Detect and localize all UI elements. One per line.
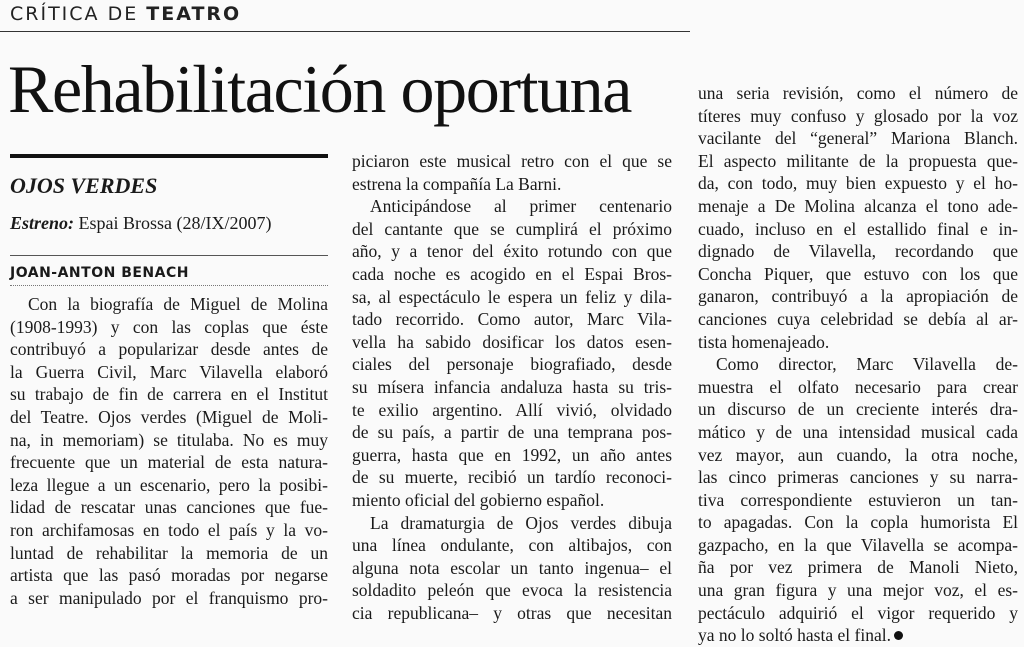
author-byline: JOAN-ANTON BENACH <box>10 265 189 281</box>
article-line: tiva correspondiente estuvieron un tan- <box>698 489 1018 510</box>
article-line: guerra, hasta que en 1992, un año antes <box>352 444 672 465</box>
article-line: las cinco primeras canciones y su narra- <box>698 467 1018 488</box>
article-line: del cantante que se cumplirá el próximo <box>352 218 672 239</box>
article-line: un discurso de un creciente interés dra- <box>698 399 1018 420</box>
article-line: del Teatre. Ojos verdes (Miguel de Moli- <box>10 406 328 427</box>
article-line: estrena la compañía La Barni. <box>352 173 562 194</box>
article-line: ña por vez primera de Manoli Nieto, <box>698 557 1018 578</box>
article-line: vella ha sabido dosificar los datos esen- <box>352 331 672 352</box>
article-line: cuado, incluso en el estallido final e in- <box>698 218 1018 239</box>
article-line: piciaron este musical retro con el que se <box>352 151 672 171</box>
article-line: año, y a tenor del éxito rotundo con que <box>352 241 672 262</box>
article-line: ron archifamosas en todo el país y la vo- <box>10 519 328 540</box>
article-line: contribuyó a popularizar desde antes de <box>10 339 328 360</box>
article-line: vacilante del “general” Mariona Blanch. <box>698 128 1018 149</box>
article-line: muestra el olfato necesario para crear <box>698 376 1018 397</box>
article-line: gazpacho, en la que Vilavella se acompa- <box>698 534 1018 555</box>
article-line: ganaron, contribuyó a la apropiación de <box>698 286 1018 307</box>
article-line: la Guerra Civil, Marc Vilavella elaboró <box>10 361 328 382</box>
article-line: una gran figura y una mejor voz, el es- <box>698 580 1018 601</box>
premiere-line <box>10 211 272 235</box>
article-line: Con la biografía de Miguel de Molina <box>28 294 328 314</box>
article-line: to apagadas. Con la copla humorista El <box>698 512 1018 533</box>
article-line: Concha Piquer, que estuvo con los que <box>698 263 1018 284</box>
thin-rule <box>10 255 328 256</box>
article-line: te exilio argentino. Allí vivió, olvidado <box>352 399 672 420</box>
article-line: dignado de Vilavella, recordando que <box>698 241 1018 262</box>
article-line: na, in memoriam) se titulaba. No es muy <box>10 429 328 450</box>
article-line: soldadito peleón que evoca la resistencia <box>352 580 672 601</box>
article-line: su mísera infancia andaluza hasta su tris- <box>352 376 672 397</box>
article-line: miento oficial del gobierno español. <box>352 489 605 510</box>
article-line: El aspecto militante de la propuesta que- <box>698 150 1018 171</box>
article-line: menaje a De Molina alcanza el tono ade- <box>698 195 1018 216</box>
article-line: su trabajo de fin de carrera en el Institut <box>10 384 328 405</box>
article-line: ciales del personaje biografiado, desde <box>352 354 672 375</box>
article-line: cada noche es acogido en el Espai Bros- <box>352 263 672 284</box>
article-line: títeres muy confuso y glosado por la voz <box>698 105 1018 126</box>
article-line: ya no lo soltó hasta el final. <box>698 624 1018 647</box>
article-line: una línea ondulante, con altibajos, con <box>352 535 672 556</box>
article-column-2 <box>352 150 672 624</box>
article-line: frecuente que un material de esta natura- <box>10 452 328 473</box>
article-line: sa, al espectáculo le espera un feliz y dila- <box>352 286 672 307</box>
article-line: una seria revisión, como el número de <box>698 83 1018 103</box>
article-line: canciones cuya celebridad se debía al ar- <box>698 308 1018 329</box>
article-line: La dramaturgia de Ojos verdes dibuja <box>370 512 672 533</box>
article-line: Anticipándose al primer centenario <box>370 196 672 217</box>
dotted-rule <box>10 285 328 286</box>
article-line: luntad de rehabilitar la memoria de un <box>10 542 328 563</box>
article-column-3 <box>698 82 1018 647</box>
premiere-label: Estreno: <box>10 213 75 233</box>
article-line: de su país, a partir de una temprana pos- <box>352 422 672 443</box>
thick-rule <box>10 154 328 158</box>
section-label <box>10 3 241 25</box>
article-line: alguna nota escolar un tanto ingenua– el <box>352 557 672 578</box>
article-line: cia republicana– y otras que necesitan <box>352 602 672 623</box>
article-line: Como director, Marc Vilavella de- <box>716 354 1018 375</box>
article-line: a ser manipulado por el franquismo pro- <box>10 587 328 608</box>
article-line: (1908-1993) y con las coplas que éste <box>10 316 328 337</box>
article-line: de su muerte, recibió un tardío reconoci- <box>352 467 672 488</box>
headline: Rehabilitación oportuna <box>8 51 632 127</box>
article-line: lidad de rescatar unas canciones que fue- <box>10 497 328 518</box>
article-line: da, con todo, muy bien expuesto y el ho- <box>698 173 1018 194</box>
section-prefix: CRÍTICA DE <box>10 3 139 25</box>
article-line: leza llegue a un escenario, pero la posibi- <box>10 474 328 495</box>
top-rule <box>0 31 690 32</box>
article-line: tado recorrido. Como autor, Marc Vila- <box>352 309 672 330</box>
article-line: mático y de una intensidad musical cada <box>698 421 1018 442</box>
play-title: OJOS VERDES <box>10 173 158 198</box>
article-line: tista homenajeado. <box>698 331 830 352</box>
article-line: artista que las pasó moradas por negarse <box>10 565 328 586</box>
end-mark-icon <box>894 631 903 640</box>
article-column-1 <box>10 293 328 609</box>
article-line: vez mayor, aun cuando, la otra noche, <box>698 444 1018 465</box>
premiere-value: Espai Brossa (28/IX/2007) <box>78 213 272 233</box>
section-name: TEATRO <box>146 3 242 25</box>
article-line: pectáculo adquirió el vigor requerido y <box>698 602 1018 623</box>
